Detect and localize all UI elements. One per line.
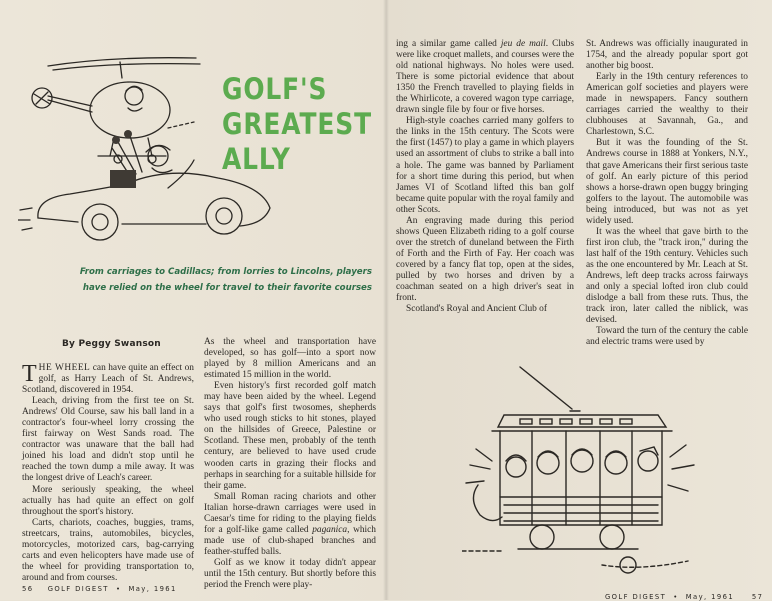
- paragraph: [396, 39, 574, 116]
- paragraph-text: , which made use of club-shaped branches and feather-stuffed balls.: [204, 524, 376, 557]
- text-column-4: [586, 39, 748, 348]
- trolley-illustration: [462, 365, 710, 583]
- page-gutter: [383, 0, 389, 600]
- footer-right: GOLF DIGEST • May, 1961 57: [605, 593, 764, 601]
- byline: By Peggy Swanson: [62, 339, 161, 349]
- paragraph: [204, 492, 376, 558]
- italic-term: paganica: [312, 524, 348, 535]
- title-line-2: GREATEST: [222, 107, 372, 141]
- subtitle-line-1: From carriages to Cadillacs; from lorries to Lincolns, players: [79, 267, 372, 277]
- paragraph: Early in the 19th century references to American golf societies and players were made in newspapers. Fancy southern carriages carried the wealthy to their clubhouses at Savannah, Ga., and Charlestown, S.C.: [586, 72, 748, 138]
- article-subtitle: [72, 264, 372, 296]
- drop-cap: T: [22, 361, 37, 387]
- paragraph: Toward the turn of the century the cable and electric trams were used by: [586, 326, 748, 348]
- lead-in: HE WHEEL: [38, 363, 91, 373]
- text-column-1: [22, 363, 194, 584]
- subtitle-line-2: have relied on the wheel for travel to their favorite courses: [82, 283, 372, 293]
- paragraph: High-style coaches carried many golfers to the links in the 15th century. The Scots were the first (1457) to play a game in which players used an assortment of clubs to strike a ball into a hole. The game was banned by Parliament for a short time during this period, but when James VI of Scotland lifted this ban golf became quite popular with the royal family and other Scots.: [396, 116, 574, 215]
- footer-left: 56 GOLF DIGEST • May, 1961: [22, 585, 177, 593]
- paragraph: As the wheel and transportation have developed, so has golf—into a sport now played by 8 million Americans and an estimated 15 million in the world.: [204, 337, 376, 381]
- italic-term: jeu de mail: [500, 39, 546, 49]
- paragraph: It was the wheel that gave birth to the first iron club, the "track iron," during the last half of the 19th century. Vehicles such as the one encountered by Mr. Leach at St. Andrews, left deep tracks across fairways and only a special lofted iron club could dislodge a ball from these ruts. Thus, the track iron, later called the niblick, was devised.: [586, 226, 748, 326]
- paragraph: But it was the founding of the St. Andrews course in 1888 at Yonkers, N.Y., that gave Americans their first serious taste of golf. An early picture of this period shows a horse-drawn open buggy bringing golfers to the layout. The automobile was being introduced, but was not as yet widely used.: [586, 138, 748, 226]
- text-column-2: [204, 337, 376, 591]
- paragraph: Carts, chariots, coaches, buggies, trams, streetcars, trains, automobiles, bicycles, motorcycles, motorized cars, bag-carrying carts and even helicopters have made use of the wheel for providing transportation to, around and from courses.: [22, 517, 194, 583]
- title-line-3: ALLY: [222, 142, 291, 176]
- paragraph: St. Andrews was officially inaugurated in 1754, and the already popular sport got another big boost.: [586, 39, 748, 72]
- paragraph-text: Small Roman racing chariots and other Italian horse-drawn carriages were used in Caesar's time for riding to the playing fields for a golf-like game called: [204, 491, 376, 535]
- paragraph: Leach, driving from the first tee on St. Andrews' Old Course, saw his ball land in a contractor's four-wheel lorry crossing the first fairway on West Sands road. The contractor was unaware that the ball had joined his load and didn't stop until he reached the town dump a mile away. It was the longest drive of Leach's career.: [22, 396, 194, 484]
- paragraph: [22, 363, 194, 396]
- paragraph-text: ing a similar game called: [396, 39, 501, 49]
- paragraph-text: can have quite an effect on golf, as Harry Leach of St. Andrews, Scotland, discovered in 1954.: [22, 363, 194, 396]
- paragraph: More seriously speaking, the wheel actually has had quite an effect on golf throughout the sport's history.: [22, 484, 194, 517]
- paragraph: Even history's first recorded golf match may have been aided by the wheel. Legend says that golf's first twosomes, shepherds who used rough sticks to hit stones, played on the hillsides of Greece, Palestine or Scotland. These men, probably of the tenth century, are believed to have used crude wooden carts in grazing their flocks and perhaps in searching for a suitable hillside for their game.: [204, 381, 376, 491]
- title-line-1: GOLF'S: [222, 72, 328, 106]
- paragraph: An engraving made during this period shows Queen Elizabeth riding to a golf course over the stretch of duneland between the Firth of Forth and the Firth of Fay. Her coach was covered by a fancy flat top, open at the sides, pulled by two horses and driven by a coachman seated on a high driver's seat in front.: [396, 215, 574, 304]
- paragraph: Scotland's Royal and Ancient Club of: [406, 304, 547, 315]
- text-column-3: [396, 39, 574, 315]
- article-title: [222, 72, 372, 177]
- paragraph: Golf as we know it today didn't appear until the 15th century. But shortly before this period the French were play-: [204, 557, 376, 591]
- paragraph-text: . Clubs were like croquet mallets, and courses were the old national highways. No holes were used. There is some pictorial evidence that about 1350 the French travelled to playing fields in the Whirlicote, a covered wagon type carriage, drawn single file by four or five horses.: [396, 39, 574, 116]
